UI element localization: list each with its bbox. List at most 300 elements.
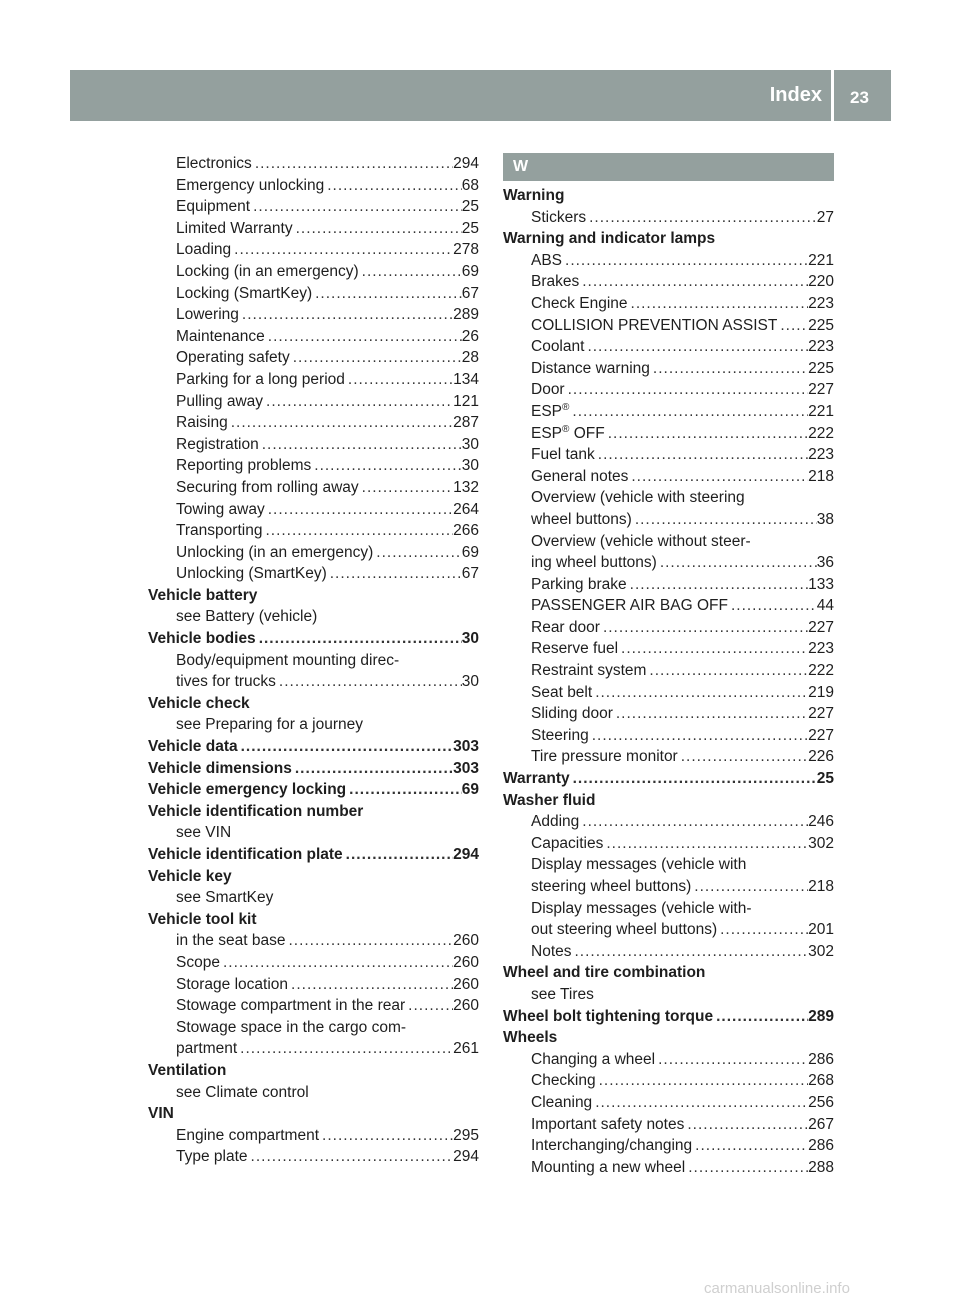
index-entry [148,779,479,801]
index-subentry [148,153,479,175]
entry-text: Coolant [531,338,585,356]
page-reference: 268 [808,1072,834,1090]
dot-leader [592,682,808,704]
entry-label [503,768,570,790]
dot-leader [596,1070,809,1092]
index-subentry [148,239,479,261]
entry-label [531,466,628,488]
page-reference: 38 [816,510,834,528]
index-subentry [148,974,479,996]
index-subentry [148,434,479,456]
entry-label [176,239,231,261]
page-reference: 266 [453,522,479,540]
entry-label [176,974,288,996]
entry-text: Distance warning [531,359,650,377]
index-subentry [503,315,834,337]
dot-leader [584,336,808,358]
index-entry [503,1006,834,1028]
entry-text: Registration [176,435,259,453]
index-subentry [503,574,834,596]
entry-text: Mounting a new wheel [531,1158,686,1176]
index-subentry [148,326,479,348]
dot-leader [237,1038,453,1060]
index-subentry [503,444,834,466]
index-subentry [148,391,479,413]
dot-leader [265,499,453,521]
entry-text: steering wheel buttons) [531,878,692,895]
index-subentry [503,617,834,639]
entry-text: in the seat base [176,932,286,950]
header-title: Index [769,84,822,106]
dot-leader [628,293,809,315]
dot-leader [605,423,808,445]
index-subentry: Stowage space in the cargo com- [176,1018,407,1036]
entry-label [176,434,259,456]
index-subentry [503,250,834,272]
entry-label [176,1125,319,1147]
entry-label [176,412,228,434]
entry-text: Stickers [531,208,587,226]
entry-label [531,336,584,358]
dot-leader [345,369,453,391]
dot-leader [252,153,453,175]
entry-text: Vehicle dimensions [148,759,292,777]
index-entry [148,844,479,866]
entry-text: Unlocking (SmartKey) [176,565,327,583]
page-reference: 286 [808,1050,834,1068]
page-reference: 132 [453,478,479,496]
dot-leader [657,552,817,574]
entry-text: Parking for a long period [176,370,345,388]
index-subentry [148,369,479,391]
registered-mark: ® [562,423,570,435]
entry-text: Checking [531,1072,596,1090]
entry-text: Raising [176,414,228,432]
entry-text: Electronics [176,155,252,172]
entry-label [503,1006,713,1028]
dot-leader [373,542,461,564]
page-reference: 201 [808,921,834,939]
index-entry: Vehicle check [148,694,250,712]
entry-text-suffix: OFF [569,424,605,442]
entry-label [176,175,324,197]
entry-label [531,1114,684,1136]
entry-label [531,1049,655,1071]
page-reference: 220 [808,273,834,291]
dot-leader [238,736,454,758]
index-entry [148,758,479,780]
entry-label [531,250,562,272]
index-subentry [148,304,479,326]
page-reference: 221 [808,402,834,420]
index-subentry [148,671,479,693]
entry-text: wheel buttons) [531,510,632,528]
dot-leader [239,304,453,326]
index-subentry: see Climate control [176,1083,309,1101]
dot-leader [570,768,817,790]
entry-text: Fuel tank [531,446,595,464]
dot-leader [569,401,808,423]
index-column-right [503,153,834,1178]
page-reference: 67 [461,565,479,583]
entry-text: ABS [531,251,563,269]
entry-label [531,444,595,466]
dot-leader [231,239,453,261]
page-reference: 260 [453,953,479,971]
page-reference: 30 [461,630,479,648]
dot-leader [572,941,809,963]
dot-leader [288,974,453,996]
entry-label [531,833,603,855]
index-subentry [503,703,834,725]
page-reference: 133 [808,575,834,593]
entry-text: Locking (in an emergency) [176,262,359,280]
index-subentry [503,207,834,229]
entry-label [176,952,220,974]
page-reference: 69 [461,543,479,561]
entry-label [176,995,405,1017]
page-reference: 223 [808,338,834,356]
dot-leader [276,671,462,693]
dot-leader [248,1146,454,1168]
dot-leader [256,628,462,650]
entry-text: Check Engine [531,294,628,312]
entry-label [531,1070,596,1092]
entry-text: Sliding door [531,705,613,723]
dot-leader [717,919,808,941]
index-subentry [503,1114,834,1136]
entry-text: Tire pressure monitor [531,748,678,766]
dot-leader [685,1157,808,1179]
dot-leader [359,477,453,499]
page-reference: 278 [453,241,479,259]
index-subentry [503,638,834,660]
dot-leader [777,315,808,337]
index-subentry: see Preparing for a journey [176,716,363,734]
page-number: 23 [850,88,869,107]
entry-text: Rear door [531,618,600,636]
entry-text: Engine compartment [176,1126,320,1144]
entry-label [531,358,650,380]
entry-label [148,844,343,866]
entry-label [176,391,263,413]
index-subentry [148,563,479,585]
entry-text: Reporting problems [176,457,312,475]
entry-text: Equipment [176,198,251,216]
entry-label [531,746,678,768]
entry-label [531,876,691,898]
dot-leader [713,1006,808,1028]
index-subentry [148,499,479,521]
page-reference: 222 [808,424,834,442]
index-subentry [148,347,479,369]
entry-text: Storage location [176,975,289,993]
page-reference: 260 [453,997,479,1015]
page-reference: 25 [816,770,834,788]
index-subentry: Display messages (vehicle with- [531,899,752,917]
index-subentry [148,952,479,974]
index-subentry [503,1070,834,1092]
entry-text: ESP [531,424,563,442]
index-subentry [503,725,834,747]
entry-label [531,574,627,596]
index-entry: Warning and indicator lamps [503,230,716,248]
page-reference: 303 [453,738,479,756]
entry-text: Scope [176,953,220,971]
dot-leader [263,391,453,413]
index-subentry [148,283,479,305]
index-subentry [503,358,834,380]
index-subentry: Overview (vehicle without steer- [531,532,751,550]
index-entry: Wheel and tire combination [503,964,706,982]
entry-text: Towing away [176,500,265,518]
index-entry: Wheels [503,1029,558,1047]
entry-label [176,1146,248,1168]
page-reference: 227 [808,726,834,744]
index-subentry [503,811,834,833]
index-subentry [148,1038,479,1060]
dot-leader [259,434,462,456]
page-reference: 44 [816,597,834,615]
entry-text: Cleaning [531,1093,593,1111]
entry-label [176,1038,237,1060]
entry-label [176,520,262,542]
dot-leader [592,1092,808,1114]
dot-leader [343,844,453,866]
entry-text: Seat belt [531,683,593,701]
entry-label [531,638,618,660]
entry-label [531,703,613,725]
page-reference: 36 [816,554,834,572]
index-subentry [503,401,834,423]
entry-text: COLLISION PREVENTION ASSIST [531,316,778,334]
page-reference: 30 [461,435,479,453]
entry-label [531,1157,685,1179]
entry-label [176,563,327,585]
dot-leader [595,444,808,466]
entry-text: Limited Warranty [176,219,293,237]
index-subentry: Display messages (vehicle with [531,856,747,874]
entry-label [176,930,285,952]
entry-text: Changing a wheel [531,1050,656,1068]
entry-text: Loading [176,241,232,259]
dot-leader [613,703,808,725]
dot-leader [285,930,453,952]
entry-text: partment [176,1040,238,1058]
entry-label [176,304,239,326]
entry-text: PASSENGER AIR BAG OFF [531,597,728,615]
entry-label [176,455,311,477]
footer-watermark: carmanualsonline.info [704,1280,850,1297]
entry-text: Notes [531,942,572,960]
entry-label [176,369,345,391]
page-reference: 286 [808,1137,834,1155]
index-subentry [503,682,834,704]
page-reference: 289 [808,1007,834,1025]
entry-text: Maintenance [176,327,265,345]
entry-label [176,153,252,175]
dot-leader [262,520,453,542]
index-subentry [503,271,834,293]
page-reference: 289 [453,306,479,324]
page-reference: 303 [453,759,479,777]
index-subentry [503,1049,834,1071]
index-subentry: see VIN [176,824,232,842]
page-reference: 30 [461,673,479,691]
registered-mark: ® [562,401,570,413]
entry-label [531,919,717,941]
index-subentry: see Battery (vehicle) [176,608,318,626]
dot-leader [220,952,453,974]
entry-text: Stowage compartment in the rear [176,997,406,1015]
entry-text: ing wheel buttons) [531,554,657,572]
index-subentry [503,919,834,941]
index-entry: VIN [148,1105,174,1123]
entry-label [531,811,579,833]
index-subentry [148,477,479,499]
index-entry: Vehicle key [148,867,232,885]
page-reference: 302 [808,834,834,852]
entry-text: Emergency unlocking [176,176,325,194]
page-reference: 295 [453,1126,479,1144]
entry-label [176,261,359,283]
entry-label [531,660,646,682]
entry-label [531,401,569,423]
entry-label [176,218,293,240]
section-letter-header: W [503,153,834,181]
entry-text: Vehicle data [148,738,238,756]
header-divider [831,70,834,121]
entry-label [531,379,565,401]
dot-leader [586,207,817,229]
dot-leader [618,638,808,660]
index-subentry [503,336,834,358]
entry-label [148,758,292,780]
entry-text: tives for trucks [176,673,276,691]
dot-leader [684,1114,808,1136]
page-reference: 227 [808,618,834,636]
page-reference: 25 [461,198,479,216]
page-reference: 28 [461,349,479,367]
page-reference: 223 [808,446,834,464]
index-subentry [503,552,834,574]
page-reference: 25 [461,219,479,237]
dot-leader [405,995,453,1017]
page-reference: 287 [453,414,479,432]
page-reference: 27 [816,208,834,226]
entry-label [531,423,605,445]
dot-leader [691,876,808,898]
entry-label [531,617,600,639]
dot-leader [579,271,808,293]
index-subentry [503,509,834,531]
index-subentry [148,1146,479,1168]
page-reference: 261 [453,1040,479,1058]
index-subentry [503,595,834,617]
index-subentry [503,833,834,855]
page-reference: 68 [461,176,479,194]
index-subentry [148,455,479,477]
dot-leader [562,250,808,272]
index-subentry [148,196,479,218]
index-subentry [148,1125,479,1147]
entry-text: Parking brake [531,575,627,593]
dot-leader [319,1125,453,1147]
page-reference: 225 [808,316,834,334]
dot-leader [265,326,462,348]
dot-leader [312,283,462,305]
index-subentry [148,218,479,240]
page-reference: 223 [808,294,834,312]
dot-leader [293,218,462,240]
dot-leader [728,595,817,617]
page-reference: 222 [808,662,834,680]
dot-leader [250,196,462,218]
dot-leader [603,833,808,855]
entry-label [531,207,586,229]
index-subentry [148,930,479,952]
page-reference: 26 [461,327,479,345]
entry-text: Restraint system [531,662,647,680]
entry-label [531,293,628,315]
entry-text: out steering wheel buttons) [531,921,718,939]
entry-label [176,196,250,218]
entry-text: Locking (SmartKey) [176,284,313,302]
index-entry: Warning [503,187,565,204]
index-subentry [503,293,834,315]
page-reference: 260 [453,932,479,950]
index-subentry [503,746,834,768]
entry-label [148,736,238,758]
entry-label [176,477,359,499]
index-subentry: Body/equipment mounting direc- [176,651,400,669]
entry-label [148,779,346,801]
entry-text: Transporting [176,522,263,540]
dot-leader [600,617,808,639]
index-subentry [503,660,834,682]
index-subentry [503,1092,834,1114]
page-reference: 69 [461,262,479,280]
page-reference: 302 [808,942,834,960]
entry-text: Unlocking (in an emergency) [176,543,374,561]
dot-leader [327,563,462,585]
index-column-left [148,153,479,1168]
entry-text: Steering [531,726,589,744]
dot-leader [324,175,462,197]
entry-label [531,315,777,337]
index-entry: Vehicle battery [148,586,258,604]
index-subentry [503,1135,834,1157]
page-reference: 256 [808,1093,834,1111]
dot-leader [290,347,462,369]
index-subentry [503,466,834,488]
dot-leader [579,811,808,833]
entry-text: Reserve fuel [531,640,619,658]
page-reference: 30 [461,457,479,475]
dot-leader [650,358,808,380]
entry-text: Important safety notes [531,1115,685,1133]
dot-leader [311,455,461,477]
index-subentry [148,175,479,197]
dot-leader [655,1049,808,1071]
page-reference: 226 [808,748,834,766]
entry-label [531,1135,692,1157]
entry-text: Vehicle emergency locking [148,781,347,799]
page-reference: 223 [808,640,834,658]
page-reference: 294 [453,846,479,863]
dot-leader [292,758,453,780]
entry-text: Door [531,381,565,399]
